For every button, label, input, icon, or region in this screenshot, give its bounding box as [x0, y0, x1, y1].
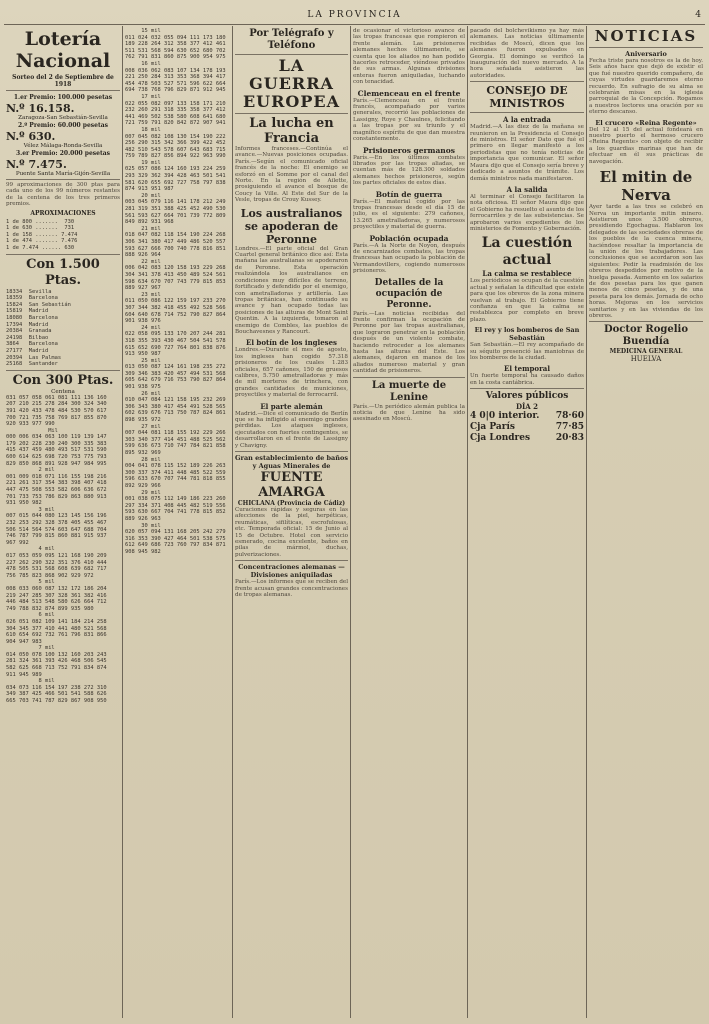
- third-prize-label: 3.er Premio: 20.000 pesetas: [15, 150, 111, 157]
- numbers-column: [125, 28, 230, 1018]
- headline-mitin: El mitin de Nerva: [599, 168, 693, 205]
- article-text: Un fuerte temporal ha causado daños en la costa cantábrica.: [470, 373, 584, 386]
- headline-prisioneros: Prisioneros germanos: [363, 145, 455, 155]
- headline-parte-aleman: El parte alemán: [260, 401, 323, 411]
- valores-row-value: 78·60: [555, 411, 584, 422]
- valores-title: Valores públicos: [485, 391, 569, 402]
- headline-temporal: El temporal: [504, 364, 550, 374]
- article-text: Del 12 al 15 del actual fondeará en nuestro puerto el hermoso crucero «Reina Regente» con objeto de recibir a los guardias marinas que han de efectuar en él sus prácticas de navegación.: [589, 126, 703, 165]
- lottery-draw: Sorteo del 2 de Septiembre de 1918: [12, 74, 114, 88]
- valores-row-label: Cja París: [470, 422, 515, 433]
- first-prize-label: 1.er Premio: 100.000 pesetas: [13, 94, 113, 101]
- article-text: París.—El material cogido por las tropas francesas desde el día 15 de julio, es el siguiente: 279 cañones, 13.265 ametralladoras, y numerosos proyectiles y material de guerra.: [353, 198, 465, 231]
- page-header: [0, 10, 709, 24]
- headline-rey-bomberos: El rey y los bomberos de San Sebastián: [474, 326, 580, 343]
- article-text: Al terminar el Consejo facilitaron la nota oficiosa. El señor Maura dijo que el Gobierno ha resuelto el asunto de los ferrocarriles y de las subsistencias. Se aprobaron varios expedientes de los ministerios de Fomento y Gobernación.: [470, 193, 584, 232]
- column-rule: [350, 26, 351, 1018]
- valores-row-label: 4 0|0 interior.: [470, 411, 540, 422]
- valores-row: [470, 411, 584, 422]
- second-prize-number: N.º 630.: [6, 130, 56, 143]
- headline-botin: El botín de los ingleses: [246, 338, 337, 348]
- numbers-1500: 18334 Sevilla 18359 Barcelona 15824 San Sebastián 15819 Madrid 18080 Barcelona 17394 Madrid 20384 Granada 24198 Bilbao 3864 Barcelona 27177 Madrid 20394 Las Palmas 25168 Santander: [6, 288, 71, 368]
- header-rule: [4, 24, 705, 25]
- spa-ad-place: CHICLANA (Provincia de Cádiz): [237, 500, 346, 508]
- article-text: Madrid.—A las diez de la mañana se reunieron en la Presidencia el Consejo de ministros. El señor Dato que fué el primero en llegar manifestó a los periodistas que no tenía noticias de importancia que comunicar. El señor Maura dijo que el Consejo sería breve y dedicado a asuntos de trámite. Los demás ministros nada manifestaron.: [470, 124, 584, 182]
- noticias-column: [589, 28, 703, 1018]
- headline-botin-guerra: Botín de guerra: [375, 189, 443, 199]
- article-text: París.—Clemenceau en el frente francés, acompañado por varios generales, recorrió las poblaciones de Lassigny, Roye y Chaulnes, felicitando a las tropas por su triunfo y el magnífico espíritu de que dan muestra constantemente.: [353, 97, 465, 143]
- column-rule: [232, 26, 233, 1018]
- doctor-specialty: MEDICINA GENERAL: [609, 348, 683, 356]
- article-text: París.—Los informes que se reciben del frente acusan grandes concentraciones de tropas alemanas.: [235, 579, 348, 599]
- valores-table: [470, 411, 584, 444]
- headline-cuestion: La cuestión actual: [481, 235, 573, 269]
- canteen-label: Centena: [51, 388, 75, 395]
- headline-francia: La lucha en Francia: [249, 116, 334, 146]
- headline-poblacion: Población ocupada: [369, 233, 449, 243]
- headline-salida: A la salida: [506, 184, 548, 194]
- third-prize-place: Puente Santa María-Gijón-Sevilla: [15, 171, 111, 177]
- valores-row: [470, 433, 584, 444]
- headline-lenine: La muerte de Lenine: [371, 379, 447, 403]
- valores-row-value: 77·85: [555, 422, 584, 433]
- headline-entrada: A la entrada: [503, 115, 551, 125]
- headline-crucero: El crucero «Reina Regente»: [595, 118, 697, 127]
- first-prize-number: N.º 16.158.: [6, 102, 75, 115]
- section-1500: Con 1.500 Ptas.: [26, 256, 100, 288]
- approx-title: APROXIMACIONES: [30, 209, 96, 217]
- approx-table: 1 de 800 ....... 730 1 de 630 ....... 731 1 de 158 ....... 7.474 1 de 474 ....... 7.476 1 de 7.474 ...... 630: [6, 218, 78, 251]
- valores-row-value: 20·83: [555, 433, 584, 444]
- article-text: Informes franceses.—Continúa el avance.—Nuevas posiciones ocupadas. París.—Según el comunicado oficial francés de la noche: El enemigo se esforzó en el Somme por el canal del Norte. En la región de Ailette, prosiguiendo el avance el bosque de Coucy la Ville. Al Este del Sur de la Vesle, tropas de Crouy Kussey.: [235, 146, 348, 204]
- article-text: Londres.—El parte oficial del Gran Cuartel general británico dice así: Esta mañana las australianas se apoderaron de Peronne. Esta operación realizándola los australianos en condiciones muy difíciles de terreno, fortificado y defendido por el enemigo, con ametralladoras y artillería. Las tropas británicas, han continuado su avance y han ocupado todas las posiciones de las alturas de Mont Saint Quentin. A la izquierda, tomaron al enemigo de Combles, las pueblos de Bouchavesnes y Rancourt.: [235, 245, 348, 335]
- first-prize-place: Zaragoza-San Sebastián-Sevilla: [18, 115, 108, 121]
- article-text: Ayer tarde a las tres se celebró en Nerva un importante mitin minero. Asistieron unos 3.500 obreros, presidiendo Egochagua. Hablaron los delegados de las sociedades obreras de los pueblos de la cuenca minera, haciéndose resaltar la importancia de la unión de los trabajadores. Las conclusiones que se acordaron son las siguientes: Pedir la readmisión de los obreros despedidos por motivo de la huelga pasada. Aumento en los salarios de dos pesetas para los que ganen menos de cinco pesetas, y de una peseta para los demás. Jornada de ocho horas. Mejoras en los servicios sanitarios y en las viviendas de los obreros.: [589, 204, 703, 319]
- spa-ad-name: FUENTE AMARGA: [258, 470, 325, 501]
- headline-aniversario: Aniversario: [625, 50, 667, 58]
- headline-calma: La calma se restablece: [482, 269, 572, 279]
- lottery-title: Lotería Nacional: [15, 28, 111, 72]
- article-text: pacado del bolchevikismo ya hay más alemanes. Las noticias últimamente recibidas de Moscú, dicen que los alemanes fueron expulsados en Georgia. El domingo se verificó la inauguración del nuevo mercado. A la hora señalada asistieron las autoridades.: [470, 28, 584, 79]
- war-headline: LA GUERRA EUROPEA: [242, 56, 341, 111]
- article-text: Londres.—Durante el mes de agosto, los ingleses han cogido 57.318 prisioneros de los cuales 1.283 oficiales, 657 cañones, 150 de gruesos calibres, 5.750 ametralladoras y más de mil morteros de trinchera, con grandes cantidades de municiones, proyectiles y material de ferrocarril.: [235, 347, 348, 399]
- lottery-column: [6, 28, 120, 1018]
- article-text: Madrid.—Dice el comunicado de Berlín que se ha infligido al enemigo grandes pérdidas. Los ataques ingleses, ejecutados con fuertes contingentes, se desarrollaron en el frente de Lassigny y Chavigny.: [235, 410, 348, 449]
- article-text: París.—Un periódico alemán publica la noticia de que Lenine ha sido asesinado en Moscú.: [353, 403, 465, 423]
- doctor-place: HUELVA: [630, 355, 662, 364]
- numbers-300: 031 057 058 061 081 111 136 160 207 210 215 278 284 300 324 340 391 420 433 478 484 530 570 617 700 721 735 758 769 817 855 870 920 933 977 990 Mil 000 006 034 063 100 119 139 147 179 202 228 230 240 300 335 383 415 437 459 480 493 517 531 590 600 614 625 698 720 753 775 793 829 850 868 891 928 947 984 995 2 mil 001 009 018 071 116 155 198 216 221 261 317 354 383 398 407 418 447 475 508 553 582 606 636 672 701 733 753 786 829 863 880 913 931 950 982 3 mil 007 015 044 080 123 145 156 196 232 253 292 328 378 405 455 467 506 514 564 574 603 647 688 704 746 787 799 815 860 881 915 937 967 992 4 mil 017 053 059 095 121 168 190 209 227 262 290 322 351 376 410 444 478 505 531 568 608 639 682 717 756 785 823 868 902 929 972 5 mil 008 033 060 087 132 172 186 204 219 247 285 307 328 361 382 416 446 484 513 548 580 626 664 712 749 788 832 874 899 935 980 6 mil 026 051 082 109 141 184 214 258 304 345 377 410 441 480 521 568 610 654 692 732 761 796 831 866 904 947 983 7 mil 014 050 078 100 132 160 203 243 281 324 361 393 426 468 506 545 582 625 668 713 752 791 834 874 911 945 989 8 mil 034 073 116 154 197 238 272 310 349 387 425 466 501 541 588 626 665 703 741 787 829 867 908 950: [6, 394, 107, 705]
- headline-concentraciones: Concentraciones alemanas — Divisiones aniquiladas: [238, 563, 345, 580]
- article-text: Los periódicos se ocupan de la cuestión actual y señalan la dificultad que existe para que los obreros de la zona minera vuelvan al trabajo. El Gobierno tiene confianza en que la calma se restablezca por completo en breve plazo.: [470, 278, 584, 323]
- section-300: Con 300 Ptas.: [12, 372, 114, 388]
- second-prize-label: 2.º Premio: 60.000 pesetas: [17, 122, 109, 129]
- consejo-column: [470, 28, 584, 1018]
- second-prize-place: Vélez Málaga-Ronda-Sevilla: [23, 143, 103, 149]
- article-text: París.—Las noticias recibidas del frente confirman la ocupación de Peronne por las tropas australianas, que lograron penetrar en la población después de un violento combate, haciendo retroceder a los alemanes hasta las alturas del Este. Los alemanes, dejaron en manos de los aliados numeroso material y gran cantidad de prisioneros.: [353, 310, 465, 375]
- headline-peronne: Detalles de la ocupación de Peronne.: [374, 277, 444, 310]
- noticias-title: NOTICIAS: [594, 28, 698, 45]
- numbers-continued: 15 mil 011 024 032 055 094 111 173 180 189 228 264 312 358 377 412 461 511 531 568 594 630 652 680 702 762 791 831 860 875 900 954 975 16 mil 008 036 062 083 107 134 178 193 221 250 284 313 353 368 394 417 454 478 503 527 571 596 622 664 694 738 768 796 829 871 912 945 17 mil 022 055 082 097 133 158 171 210 232 260 291 318 335 358 377 412 441 469 502 538 580 608 641 680 721 759 791 820 842 872 907 941 18 mil 007 045 082 108 130 154 190 222 256 290 315 342 366 399 422 452 482 510 543 578 607 643 683 715 759 789 827 856 894 922 963 990 19 mil 025 057 086 124 160 193 224 259 293 329 362 394 428 463 501 541 581 620 655 692 727 758 797 838 874 913 951 987 20 mil 003 045 079 116 141 178 212 249 281 319 351 388 425 452 490 530 561 593 627 664 701 739 772 809 849 892 931 968 21 mil 018 047 082 118 154 190 224 268 306 341 380 417 449 486 520 557 593 627 666 700 740 778 816 851 888 926 964 22 mil 006 042 083 120 158 193 229 268 304 341 378 413 450 489 524 561 598 634 670 707 743 779 815 853 889 927 967 23 mil 011 050 086 122 159 197 233 270 307 344 382 418 455 492 528 566 604 640 678 714 752 790 827 864 901 938 976 24 mil 022 058 095 133 170 207 244 281 318 355 393 430 467 504 541 578 615 652 690 727 764 801 838 876 913 950 987 25 mil 013 050 087 124 161 198 235 272 309 346 383 420 457 494 531 568 605 642 679 716 753 790 827 864 901 938 975 26 mil 010 047 084 121 158 195 232 269 306 343 380 417 454 491 528 565 602 639 676 713 750 787 824 861 898 935 972 27 mil 007 044 081 118 155 192 229 266 303 340 377 414 451 488 525 562 599 636 673 710 747 784 821 858 895 932 969 28 mil 004 041 078 115 152 189 226 263 300 337 374 411 448 485 522 559 596 633 670 707 744 781 818 855 892 929 966 29 mil 001 038 075 112 149 186 223 260 297 334 371 408 445 482 519 556 593 630 667 704 741 778 815 852 889 926 963 30 mil 020 057 094 131 168 205 242 279 316 353 390 427 464 501 538 575 612 649 686 723 760 797 834 871 908 945 982: [125, 28, 226, 555]
- spa-ad-title: Gran establecimiento de baños y Aguas Minerales de: [235, 454, 348, 471]
- ad-text: Curaciones rápidas y seguras en las afecciones de la piel, herpéticas, reumáticas, sifilíticas, escrofulosas, etc. Temporada oficial: 15 de Junio al 15 de Octubre. Hotel con servicio esmerado, cocina excelente, baños en pilas de mármol, duchas, pulverizaciones.: [235, 507, 348, 558]
- telegraph-column: [235, 28, 348, 1018]
- consejo-title: CONSEJO DE MINISTROS: [486, 84, 568, 111]
- doctor-name: Doctor Rogelio Buendía: [603, 324, 689, 348]
- column-rule: [467, 26, 468, 1018]
- headline-australianos: Los australianos se apoderan de Peronne: [240, 206, 343, 246]
- telegraph-kicker: Por Telégrafo y Teléfono: [249, 28, 334, 51]
- article-text: San Sebastián.—El rey acompañado de su séquito presenció las maniobras de los bomberos de la ciudad.: [470, 342, 584, 361]
- valores-row: [470, 422, 584, 433]
- column-rule: [586, 26, 587, 1018]
- valores-row-label: Cja Londres: [470, 433, 531, 444]
- article-text: París.—A la Norte de Noyon, después de encarnizados combates, las tropas francesas han ocupado la población de Vermandovillers, cogiendo numerosos prisioneros.: [353, 242, 465, 275]
- masthead: LA PROVINCIA: [307, 10, 402, 20]
- valores-day: DÍA 2: [515, 402, 539, 412]
- article-text: de ocasionar el victorioso avance de las tropas francesas que rompieron el frente alemán. Las prisioneros alemanes hechos últimamente, se cuenta que los aliados no han podido hacerles retroceder, viéndose privados de sus armas. Algunas divisiones enteras fueron aniquiladas, luchando con tenacidad.: [353, 28, 465, 86]
- page-number: 4: [695, 10, 701, 20]
- article-text: Fecha triste para nosotros es la de hoy. Seis años hace que dejó de existir el que fué nuestro querido compañero, de cuyas virtudes guardaremos eterno recuerdo. En sufragio de su alma se celebrarán misas en la iglesia parroquial de la Concepción. Rogamos a nuestros lectores una oración por su eterno descanso.: [589, 58, 703, 116]
- headline-clemenceau: Clemenceau en el frente: [357, 88, 461, 98]
- approx-note: 99 aproximaciones de 300 ptas para cada uno de los 99 números restantes de la centena de los tres primeros premios.: [6, 182, 120, 208]
- third-prize-number: N.º 7.475.: [6, 158, 67, 171]
- article-text: París.—En los últimos combates librados por las tropas aliadas, se cuentan más de 128.300 soldados alemanes hechos prisioneros, según los partes oficiales de estos días.: [353, 154, 465, 187]
- front-column: [353, 28, 465, 1018]
- column-rule: [122, 26, 123, 1018]
